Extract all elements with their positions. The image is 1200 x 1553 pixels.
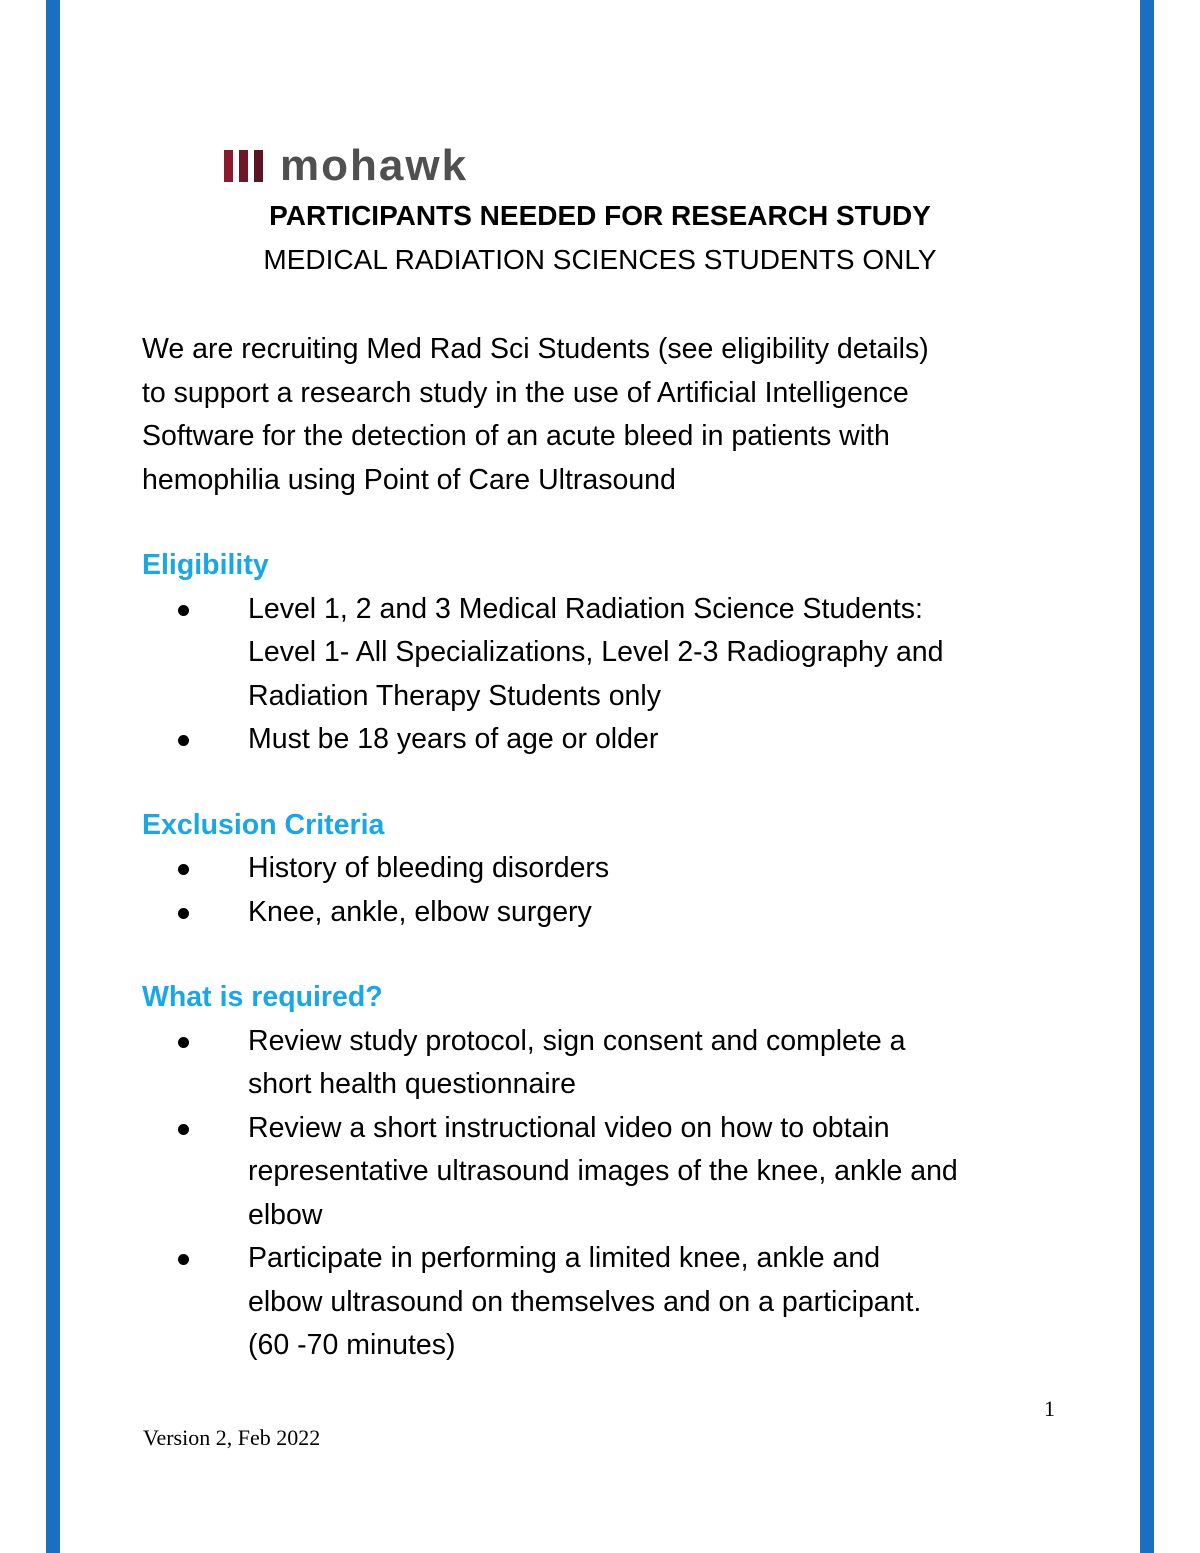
intro-paragraph <box>142 328 1082 502</box>
list-item <box>142 1020 1082 1107</box>
required-list <box>142 1020 1082 1368</box>
list-item <box>142 891 1082 935</box>
flyer-content <box>142 328 1082 1410</box>
page-number: 1 <box>1044 1396 1055 1421</box>
list-item <box>142 847 1082 891</box>
list-item-line: short health questionnaire <box>248 1068 576 1100</box>
list-item-line: Review a short instructional video on how to obtain <box>248 1111 890 1144</box>
list-item-line: Participate in performing a limited knee, ankle and <box>248 1242 881 1274</box>
list-item-line: Radiation Therapy Students only <box>248 679 661 712</box>
mohawk-logo <box>224 146 554 184</box>
intro-line: We are recruiting Med Rad Sci Students (see eligibility details) <box>142 333 929 365</box>
list-item-line: Level 1, 2 and 3 Medical Radiation Science Students: <box>248 592 923 625</box>
list-item-line: Must be 18 years of age or older <box>248 723 659 755</box>
eligibility-list <box>142 588 1082 762</box>
svg-text:mohawk: mohawk <box>280 146 469 184</box>
list-item <box>142 588 1082 719</box>
list-item-line: Review study protocol, sign consent and complete a <box>248 1024 906 1057</box>
list-item-line: representative ultrasound images of the knee, ankle and <box>248 1155 958 1187</box>
list-item <box>142 718 1082 762</box>
exclusion-list <box>142 847 1082 934</box>
list-item-line: History of bleeding disorders <box>248 852 610 884</box>
intro-line: to support a research study in the use of Artificial Intelligence <box>142 376 909 409</box>
list-item <box>142 1237 1082 1368</box>
exclusion-heading: Exclusion Criteria <box>142 808 385 841</box>
page-title: PARTICIPANTS NEEDED FOR RESEARCH STUDY <box>269 200 931 231</box>
intro-line: hemophilia using Point of Care Ultrasound <box>142 463 676 496</box>
list-item-line: Knee, ankle, elbow surgery <box>248 895 592 928</box>
mohawk-logo-icon <box>224 146 554 184</box>
list-item-line: Level 1- All Specializations, Level 2-3 Radiography and <box>248 636 944 668</box>
list-item-line: (60 -70 minutes) <box>248 1329 456 1361</box>
eligibility-heading: Eligibility <box>142 549 269 581</box>
version-label: Version 2, Feb 2022 <box>143 1425 321 1450</box>
list-item-line: elbow <box>248 1198 323 1231</box>
list-item-line: elbow ultrasound on themselves and on a participant. <box>248 1285 922 1318</box>
list-item <box>142 1107 1082 1238</box>
page-subtitle: MEDICAL RADIATION SCIENCES STUDENTS ONLY <box>263 244 937 275</box>
required-heading: What is required? <box>142 981 383 1013</box>
intro-line: Software for the detection of an acute bleed in patients with <box>142 420 890 452</box>
